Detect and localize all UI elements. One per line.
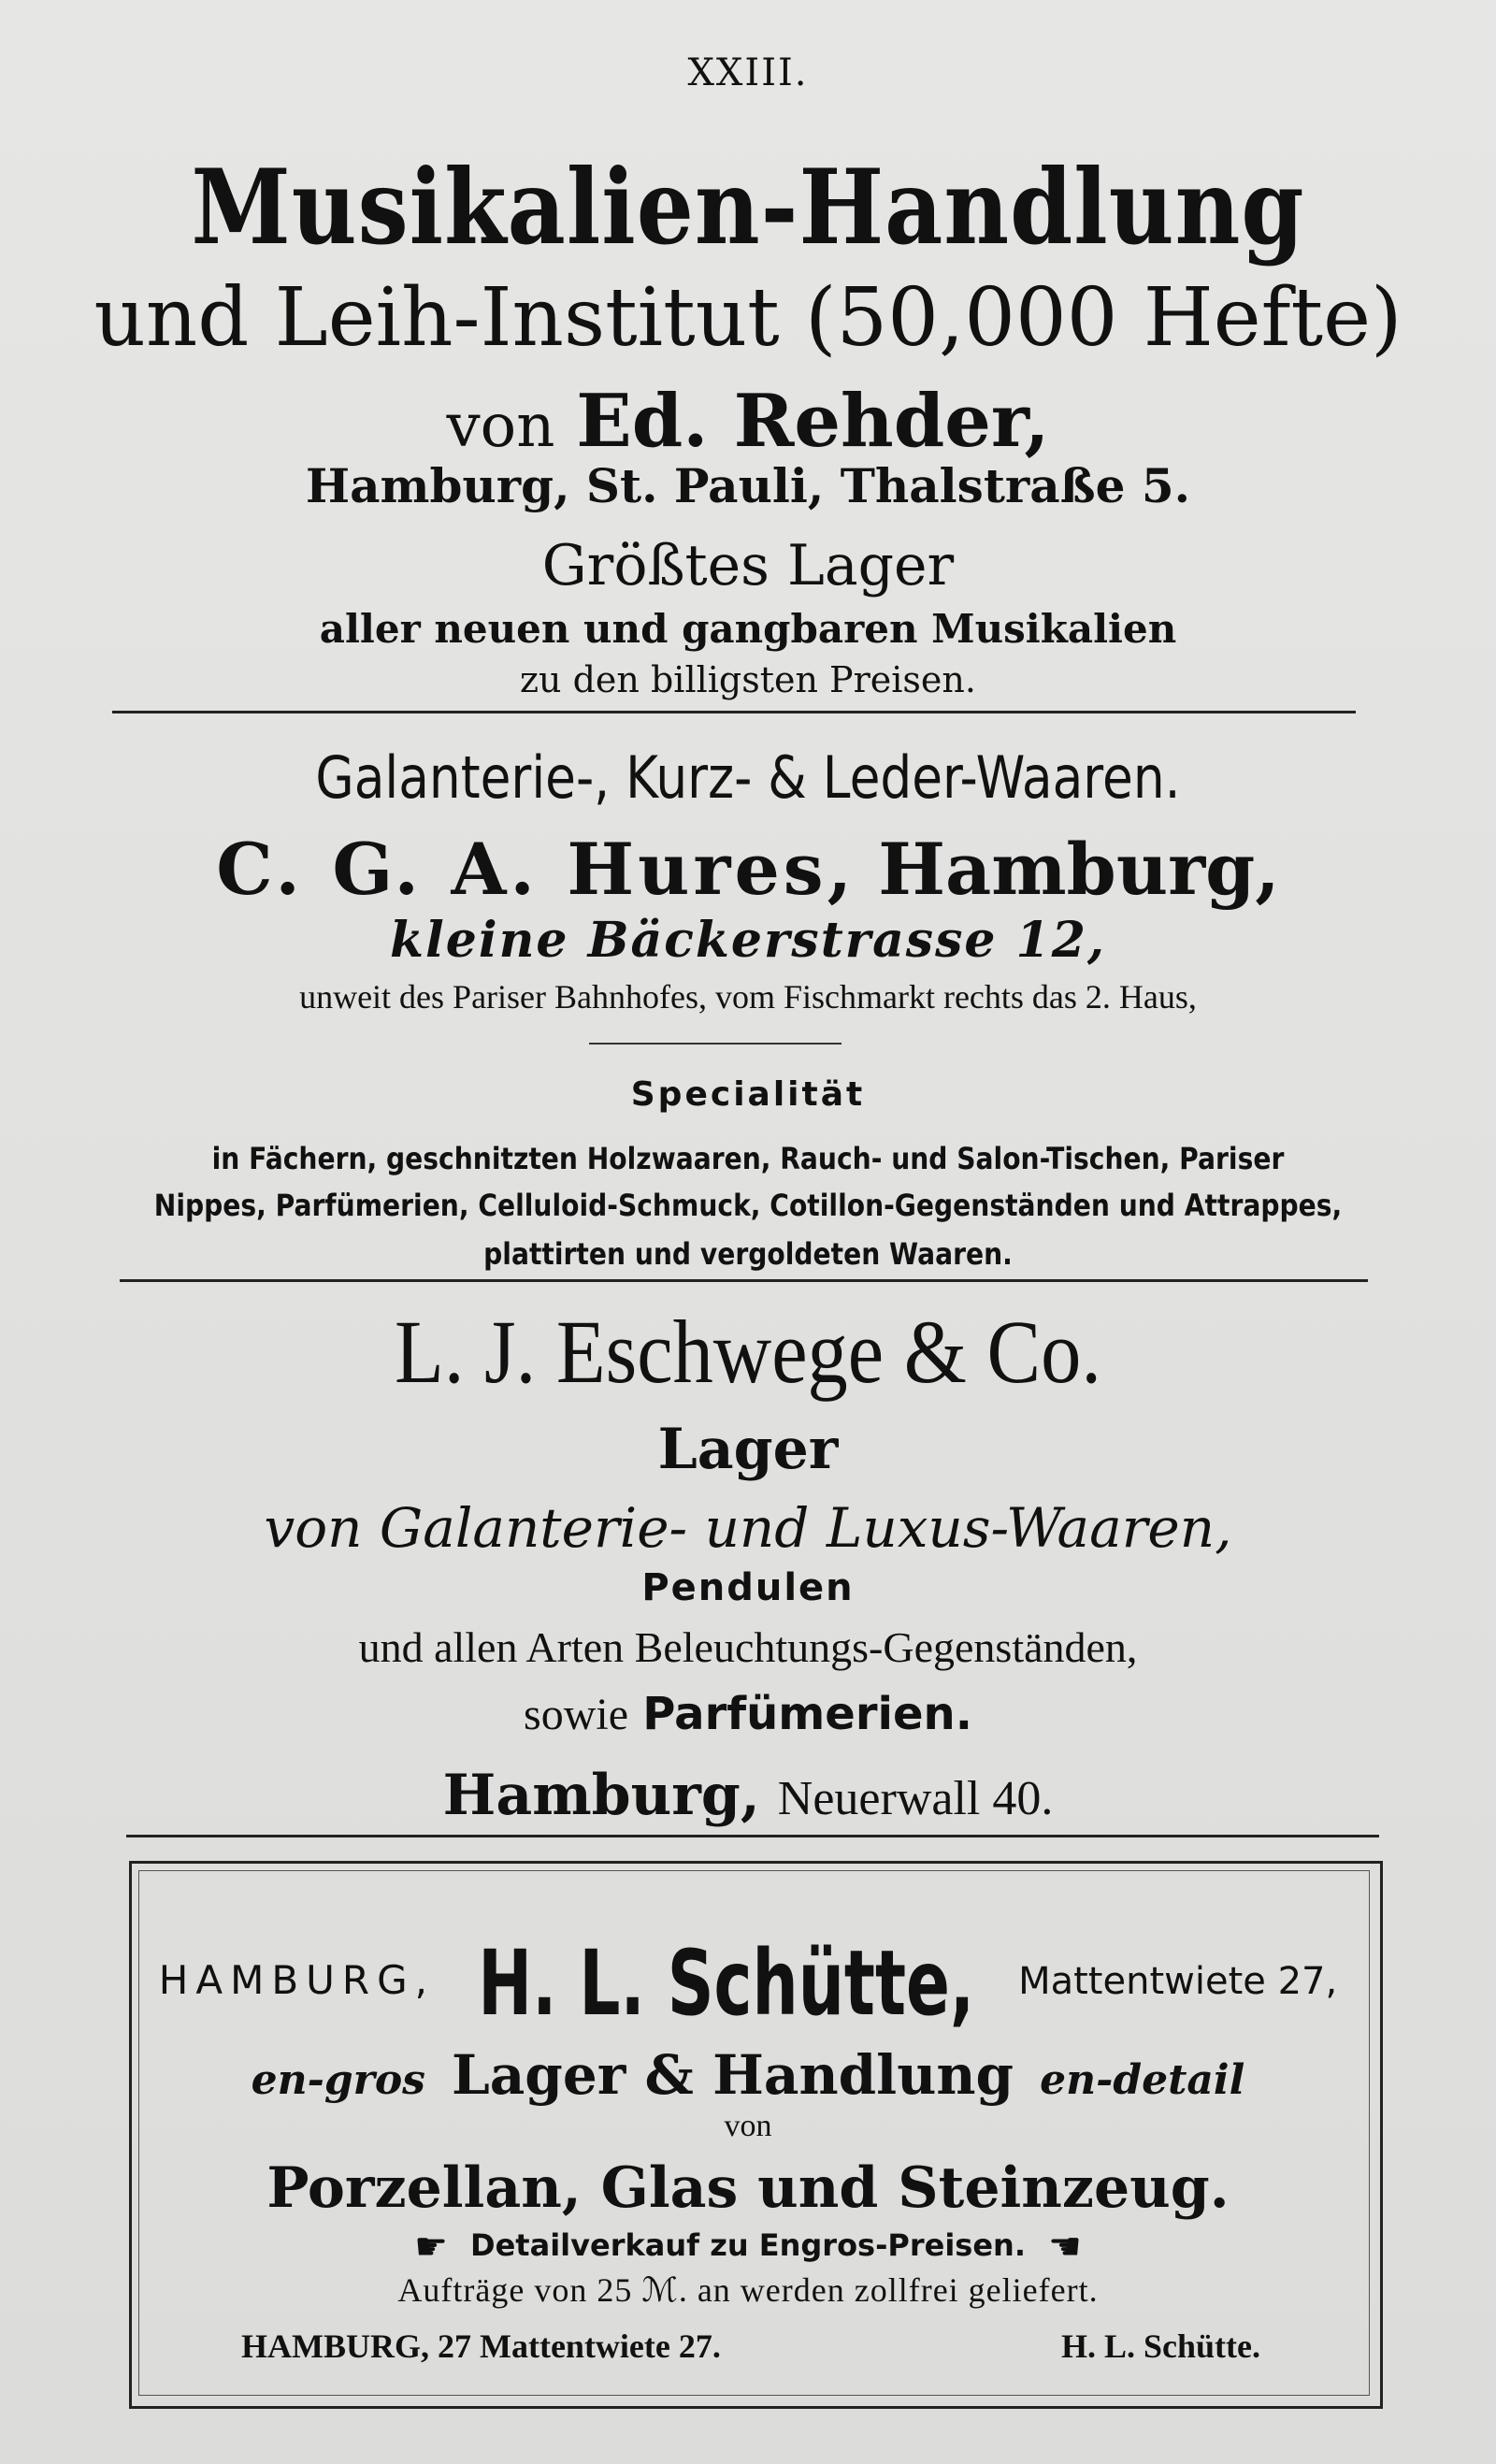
ad3-perfume: Parfümerien. bbox=[642, 1688, 972, 1740]
ad2-firm-line bbox=[0, 828, 1496, 911]
ad2-speciality-heading: Specialität bbox=[630, 1075, 866, 1114]
ad2-speciality-line3: plattirten und vergoldeten Waaren. bbox=[483, 1236, 1013, 1272]
ad4-lager: Lager & Handlung bbox=[451, 2043, 1014, 2107]
ad2-speciality-line1: in Fächern, geschnitzten Holzwaaren, Rauch- und Salon-Tischen, Pariser bbox=[211, 1141, 1285, 1176]
ad4-footer-left: HAMBURG, 27 Mattentwiete 27. bbox=[241, 2327, 721, 2365]
ad4-goods: Porzellan, Glas und Steinzeug. bbox=[266, 2155, 1230, 2221]
ad1-tagline: Größtes Lager bbox=[541, 533, 955, 598]
divider bbox=[120, 1279, 1368, 1282]
ad4-city: HAMBURG, bbox=[158, 1957, 435, 2003]
ad1-detail: aller neuen und gangbaren Musikalien bbox=[319, 606, 1177, 652]
ad3-perfume-line bbox=[0, 1688, 1496, 1740]
ad1-by-prefix: von bbox=[446, 392, 555, 461]
ad2-street: kleine Bäckerstrasse 12, bbox=[389, 912, 1107, 969]
ad2-directions: unweit des Pariser Bahnhofes, vom Fischmarkt rechts das 2. Haus, bbox=[299, 978, 1197, 1016]
ad3-lighting: und allen Arten Beleuchtungs-Gegenständen, bbox=[358, 1623, 1138, 1671]
divider bbox=[126, 1835, 1379, 1837]
ad4-firm: H. L. Schütte, bbox=[478, 1931, 975, 2036]
ad1-subline: und Leih-Institut (50,000 Hefte) bbox=[94, 271, 1402, 365]
ad3-street: Neuerwall 40. bbox=[777, 1772, 1054, 1825]
ad4-orders: Aufträge von 25 ℳ. an werden zollfrei geliefert. bbox=[397, 2271, 1099, 2309]
pointing-hand-left-icon: ☚ bbox=[1047, 2226, 1082, 2269]
ad3-goods: von Galanterie- und Luxus-Waaren, bbox=[264, 1496, 1232, 1560]
ad3-address-line bbox=[0, 1763, 1496, 1828]
ad4-footer-right: H. L. Schütte. bbox=[1061, 2327, 1261, 2365]
ad4-trade-line bbox=[0, 2043, 1496, 2107]
divider bbox=[112, 711, 1356, 713]
ad2-category: Galanterie-, Kurz- & Leder-Waaren. bbox=[315, 743, 1181, 812]
ad1-headline: Musikalien-Handlung bbox=[191, 146, 1305, 268]
ad4-engros: en-gros bbox=[251, 2056, 425, 2104]
ad2-city: Hamburg, bbox=[878, 828, 1280, 911]
ad1-address: Hamburg, St. Pauli, Thalstraße 5. bbox=[305, 458, 1191, 513]
short-divider bbox=[589, 1043, 842, 1045]
ad3-pendulen: Pendulen bbox=[641, 1566, 855, 1609]
ad1-detail2: zu den billigsten Preisen. bbox=[520, 659, 976, 700]
ad2-firm: C. G. A. Hures, bbox=[216, 828, 856, 911]
ad4-endetail: en-detail bbox=[1040, 2056, 1245, 2104]
ad4-header-line bbox=[0, 1931, 1496, 2036]
pointing-hand-right-icon: ☛ bbox=[414, 2226, 449, 2269]
ad3-sowie: sowie bbox=[524, 1690, 629, 1739]
ad4-address: Mattentwiete 27, bbox=[1018, 1960, 1338, 2003]
page-number: XXIII. bbox=[687, 51, 809, 94]
ad3-lager: Lager bbox=[657, 1417, 839, 1482]
ad4-detail-sale: Detailverkauf zu Engros-Preisen. bbox=[470, 2227, 1026, 2263]
ad4-detail-line bbox=[0, 2226, 1496, 2269]
ad4-von: von bbox=[724, 2109, 772, 2143]
ad1-owner: Ed. Rehder, bbox=[576, 379, 1050, 464]
ad3-firm: L. J. Eschwege & Co. bbox=[395, 1302, 1101, 1402]
ad1-owner-line bbox=[0, 379, 1496, 464]
ad2-speciality-line2: Nippes, Parfümerien, Celluloid-Schmuck, Cotillon-Gegenständen und Attrappes, bbox=[153, 1188, 1343, 1223]
ad3-city: Hamburg, bbox=[442, 1763, 760, 1828]
